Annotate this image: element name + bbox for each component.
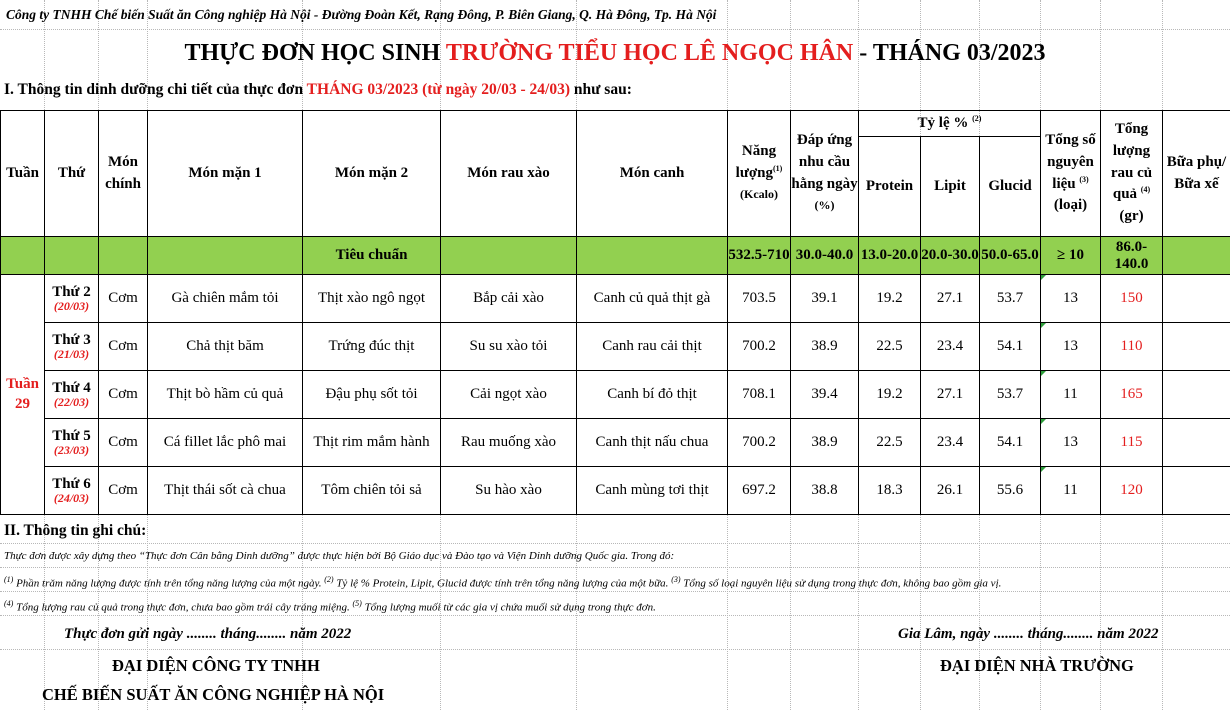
- energy-sup: (1): [773, 163, 783, 173]
- standard-glucid: 50.0-65.0: [980, 237, 1041, 275]
- stir-veg: Su hào xào: [441, 467, 577, 515]
- total-veg-label: Tổng lượng rau củ quả: [1110, 121, 1153, 203]
- stir-veg: Cải ngọt xào: [441, 371, 577, 419]
- note5: Tổng lượng muối từ các gia vị chứa muối sử dụng trong thực đơn.: [361, 601, 656, 614]
- header-glucid: Glucid: [980, 137, 1041, 237]
- energy: 708.1: [728, 371, 791, 419]
- meet-need: 38.9: [791, 419, 859, 467]
- note4-sup: (4): [4, 599, 14, 608]
- sent-date: Thực đơn gửi ngày ........ tháng........ năm 2022: [64, 626, 352, 642]
- company-rep-line1: ĐẠI DIỆN CÔNG TY TNHH: [112, 656, 320, 675]
- note1-sup: (1): [4, 575, 14, 584]
- meet-need-label: Đáp ứng nhu cầu hằng ngày: [791, 132, 858, 192]
- energy-label: Năng lượng: [735, 142, 777, 181]
- header-lipit: Lipit: [921, 137, 980, 237]
- header-energy: [728, 111, 791, 237]
- week-label: Tuần: [6, 376, 39, 392]
- main-dish: Cơm: [99, 467, 148, 515]
- note1: Phần trăm năng lượng được tính trên tổng năng lượng của một ngày.: [13, 577, 325, 590]
- ingredients: 13: [1041, 323, 1101, 371]
- note-footnotes-1: [0, 568, 1230, 592]
- day-cell: [45, 275, 99, 323]
- representatives: [0, 652, 1230, 680]
- protein: 22.5: [859, 323, 921, 371]
- meet-need: 38.9: [791, 323, 859, 371]
- savory2: Thịt rim mắm hành: [303, 419, 441, 467]
- meet-need: 39.1: [791, 275, 859, 323]
- note4: Tổng lượng rau củ quả trong thực đơn, chưa bao gồm trái cây tráng miệng.: [13, 601, 353, 614]
- protein: 19.2: [859, 275, 921, 323]
- snack: [1163, 275, 1230, 323]
- energy: 697.2: [728, 467, 791, 515]
- menu-table: [0, 110, 1230, 515]
- table-row: [1, 419, 1230, 467]
- table-row: [1, 323, 1230, 371]
- meet-need: 39.4: [791, 371, 859, 419]
- table-row: [1, 467, 1230, 515]
- section1-prefix: I. Thông tin dinh dưỡng chi tiết của thực đơn: [4, 81, 307, 98]
- savory1: Thịt bò hầm củ quả: [148, 371, 303, 419]
- day-label: Thứ 3: [52, 331, 91, 348]
- lipit: 26.1: [921, 467, 980, 515]
- veg-total: 120: [1101, 467, 1163, 515]
- header-savory1: Món mặn 1: [148, 111, 303, 237]
- section1-heading: [0, 76, 1230, 104]
- savory2: Thịt xào ngô ngọt: [303, 275, 441, 323]
- veg-total: 115: [1101, 419, 1163, 467]
- title-part2: - THÁNG 03/2023: [853, 40, 1046, 66]
- note-intro: Thực đơn được xây dựng theo “Thực đơn Cân bằng Dinh dưỡng” được thực hiện bởi Bộ Giáo dục và Đào tạo và Viện Dinh dưỡng Quốc gia. Trong đó:: [0, 544, 1230, 568]
- note3: Tổng số loại nguyên liệu sử dụng trong thực đơn, không bao gồm gia vị.: [680, 577, 1002, 590]
- header-main-dish: Món chính: [99, 111, 148, 237]
- day-cell: [45, 323, 99, 371]
- header-protein: Protein: [859, 137, 921, 237]
- meet-need-unit: (%): [814, 198, 835, 213]
- day-date: (20/03): [53, 299, 90, 314]
- standard-meet-need: 30.0-40.0: [791, 237, 859, 275]
- energy-unit: (Kcalo): [740, 187, 778, 202]
- day-cell: [45, 419, 99, 467]
- lipit: 27.1: [921, 371, 980, 419]
- glucid: 53.7: [980, 371, 1041, 419]
- savory2: Trứng đúc thịt: [303, 323, 441, 371]
- soup: Canh củ quả thịt gà: [577, 275, 728, 323]
- company-line: Công ty TNHH Chế biến Suất ăn Công nghiệp Hà Nội - Đường Đoàn Kết, Rạng Đông, P. Biên Giang, Q. Hà Đông, Tp. Hà Nội: [0, 0, 1230, 30]
- header-soup: Món canh: [577, 111, 728, 237]
- protein: 19.2: [859, 371, 921, 419]
- total-veg-sup: (4): [1140, 185, 1151, 195]
- stir-veg: Su su xào tỏi: [441, 323, 577, 371]
- ratio-sup: (2): [972, 113, 982, 123]
- section1-period: THÁNG 03/2023 (từ ngày 20/03 - 24/03): [306, 81, 570, 98]
- energy: 703.5: [728, 275, 791, 323]
- company-rep-line2: CHẾ BIẾN SUẤT ĂN CÔNG NGHIỆP HÀ NỘI: [42, 685, 385, 704]
- day-cell: [45, 467, 99, 515]
- note3-sup: (3): [671, 575, 681, 584]
- protein: 18.3: [859, 467, 921, 515]
- day-date: (21/03): [53, 347, 90, 362]
- ingredients: 11: [1041, 467, 1101, 515]
- title-school: TRƯỜNG TIỂU HỌC LÊ NGỌC HÂN: [445, 40, 854, 66]
- lipit: 23.4: [921, 419, 980, 467]
- lipit: 27.1: [921, 275, 980, 323]
- page-title: [0, 30, 1230, 76]
- soup: Canh thịt nấu chua: [577, 419, 728, 467]
- ingredients: 13: [1041, 275, 1101, 323]
- total-ingredients-sup: (3): [1079, 174, 1089, 184]
- standard-energy: 532.5-710: [728, 237, 791, 275]
- glucid: 55.6: [980, 467, 1041, 515]
- glucid: 54.1: [980, 323, 1041, 371]
- protein: 22.5: [859, 419, 921, 467]
- snack: [1163, 467, 1230, 515]
- school-rep: ĐẠI DIỆN NHÀ TRƯỜNG: [940, 656, 1134, 675]
- section2-heading: II. Thông tin ghi chú:: [0, 518, 1230, 544]
- snack: [1163, 323, 1230, 371]
- soup: Canh rau cải thịt: [577, 323, 728, 371]
- snack: [1163, 419, 1230, 467]
- day-date: (24/03): [53, 491, 90, 506]
- total-ingredients-unit: (loại): [1053, 197, 1088, 214]
- veg-total: 165: [1101, 371, 1163, 419]
- note5-sup: (5): [352, 599, 362, 608]
- snack: [1163, 371, 1230, 419]
- representatives-line2: [0, 680, 1230, 710]
- day-date: (22/03): [53, 395, 90, 410]
- ingredients: 13: [1041, 419, 1101, 467]
- energy: 700.2: [728, 323, 791, 371]
- savory1: Thịt thái sốt cà chua: [148, 467, 303, 515]
- day-label: Thứ 6: [52, 475, 91, 492]
- signature-dates: [0, 618, 1230, 650]
- main-dish: Cơm: [99, 371, 148, 419]
- savory2: Đậu phụ sốt tỏi: [303, 371, 441, 419]
- header-snack: Bữa phụ/ Bữa xế: [1163, 111, 1230, 237]
- week-cell: [1, 275, 45, 515]
- standard-protein: 13.0-20.0: [859, 237, 921, 275]
- header-stir-veg: Món rau xào: [441, 111, 577, 237]
- soup: Canh bí đỏ thịt: [577, 371, 728, 419]
- header-savory2: Món mặn 2: [303, 111, 441, 237]
- table-row: [1, 371, 1230, 419]
- header-ratio: [859, 111, 1041, 137]
- savory2: Tôm chiên tỏi sả: [303, 467, 441, 515]
- total-veg-unit: (gr): [1119, 208, 1144, 225]
- standard-lipit: 20.0-30.0: [921, 237, 980, 275]
- note2: Tỷ lệ % Protein, Lipit, Glucid được tính trên tổng năng lượng của một bữa.: [333, 577, 672, 590]
- standard-row: [1, 237, 1230, 275]
- table-row: [1, 275, 1230, 323]
- week-number: 29: [15, 395, 30, 412]
- meet-need: 38.8: [791, 467, 859, 515]
- standard-veg: 86.0-140.0: [1101, 237, 1163, 275]
- energy: 700.2: [728, 419, 791, 467]
- title-part1: THỰC ĐƠN HỌC SINH: [184, 40, 446, 66]
- glucid: 53.7: [980, 275, 1041, 323]
- lipit: 23.4: [921, 323, 980, 371]
- header-total-veg: [1101, 111, 1163, 237]
- day-label: Thứ 5: [52, 427, 91, 444]
- stir-veg: Rau muống xào: [441, 419, 577, 467]
- section1-suffix: như sau:: [570, 81, 632, 98]
- veg-total: 110: [1101, 323, 1163, 371]
- savory1: Gà chiên mắm tỏi: [148, 275, 303, 323]
- main-dish: Cơm: [99, 419, 148, 467]
- header-meet-need: [791, 111, 859, 237]
- savory1: Cá fillet lắc phô mai: [148, 419, 303, 467]
- main-dish: Cơm: [99, 275, 148, 323]
- savory1: Chả thịt băm: [148, 323, 303, 371]
- day-cell: [45, 371, 99, 419]
- note2-sup: (2): [324, 575, 334, 584]
- day-date: (23/03): [53, 443, 90, 458]
- glucid: 54.1: [980, 419, 1041, 467]
- ratio-label: Tỷ lệ %: [917, 114, 969, 131]
- ingredients: 11: [1041, 371, 1101, 419]
- header-week: Tuần: [1, 111, 45, 237]
- main-dish: Cơm: [99, 323, 148, 371]
- total-ingredients-label: Tổng số nguyên liệu: [1045, 132, 1096, 192]
- header-total-ingredients: [1041, 111, 1101, 237]
- note-footnotes-2: [0, 592, 1230, 616]
- stir-veg: Bắp cải xào: [441, 275, 577, 323]
- soup: Canh mùng tơi thịt: [577, 467, 728, 515]
- standard-label: Tiêu chuẩn: [303, 237, 441, 275]
- day-label: Thứ 2: [52, 283, 91, 300]
- veg-total: 150: [1101, 275, 1163, 323]
- header-day: Thứ: [45, 111, 99, 237]
- day-label: Thứ 4: [52, 379, 91, 396]
- place-date: Gia Lâm, ngày ........ tháng........ năm 2022: [898, 626, 1159, 642]
- standard-ingredients: ≥ 10: [1041, 237, 1101, 275]
